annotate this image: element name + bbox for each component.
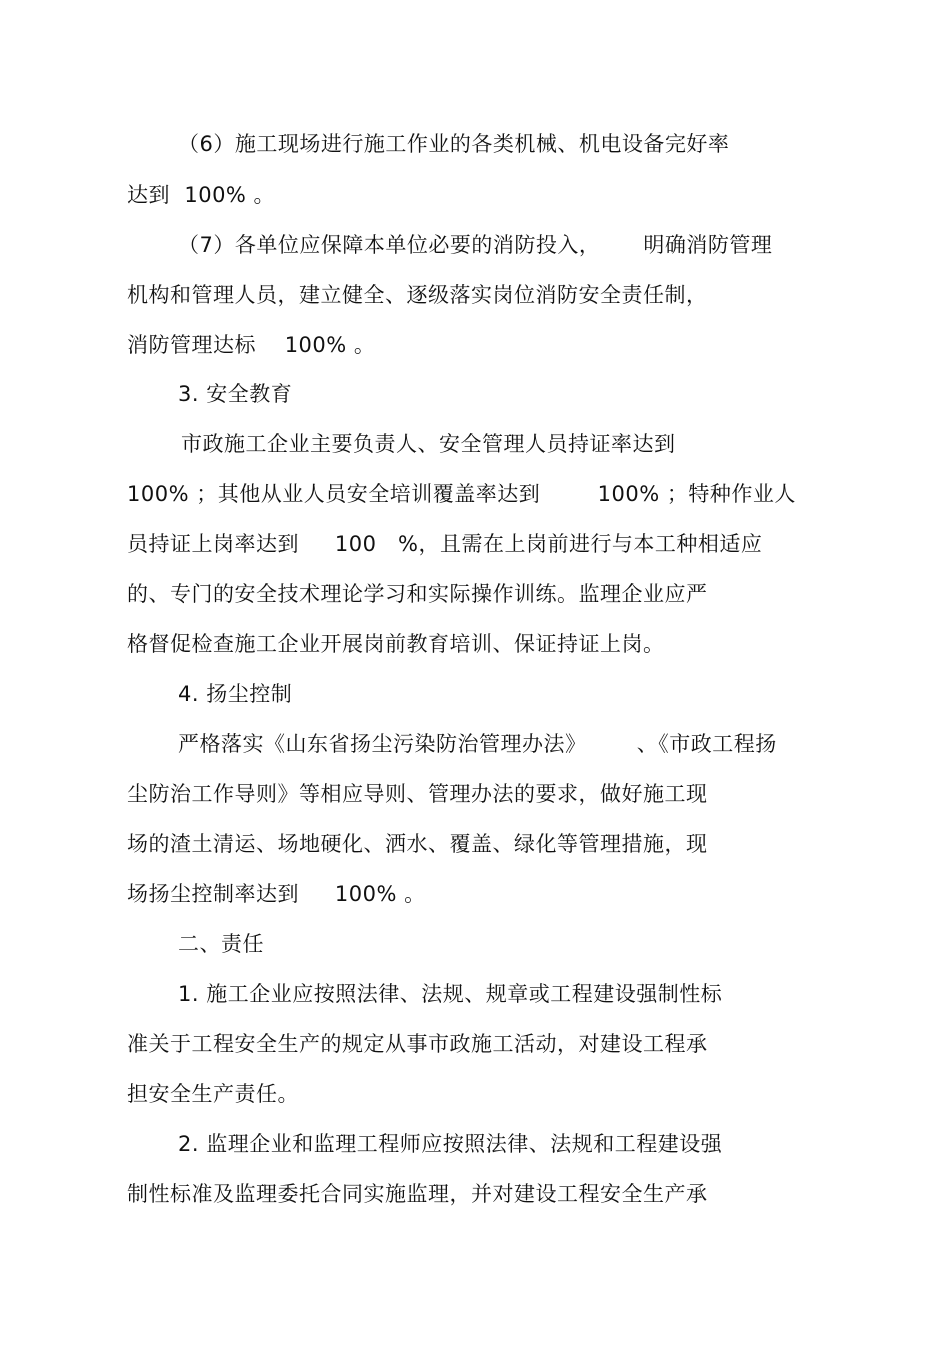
text-line: 格督促检查施工企业开展岗前教育培训、保证持证上岗。 [127,632,665,656]
text-line: 达到 100% 。 [127,183,276,207]
text-line: 场的渣土清运、场地硬化、洒水、覆盖、绿化等管理措施，现 [127,832,708,856]
text-line: 机构和管理人员，建立健全、逐级落实岗位消防安全责任制， [127,283,708,307]
text-line: 市政施工企业主要负责人、安全管理人员持证率达到 [181,432,676,456]
section-heading: 4. 扬尘控制 [178,682,293,706]
text-line: （6）施工现场进行施工作业的各类机械、机电设备完好率 [178,132,730,156]
text-line: 制性标准及监理委托合同实施监理，并对建设工程安全生产承 [127,1182,708,1206]
section-heading: 二、责任 [178,932,264,956]
text-line: 的、专门的安全技术理论学习和实际操作训练。监理企业应严 [127,582,708,606]
text-line: 担安全生产责任。 [127,1082,299,1106]
text-line: 2. 监理企业和监理工程师应按照法律、法规和工程建设强 [178,1132,723,1156]
section-heading: 3. 安全教育 [178,382,293,406]
text-line: 尘防治工作导则》等相应导则、管理办法的要求，做好施工现 [127,782,708,806]
text-line: 准关于工程安全生产的规定从事市政施工活动，对建设工程承 [127,1032,708,1056]
text-line: 员持证上岗率达到 100 %，且需在上岗前进行与本工种相适应 [127,532,763,556]
text-line: 1. 施工企业应按照法律、法规、规章或工程建设强制性标 [178,982,723,1006]
text-line: 严格落实《山东省扬尘污染防治管理办法》 、《市政工程扬 [178,732,777,756]
text-line: 消防管理达标 100% 。 [127,333,376,357]
text-line: （7）各单位应保障本单位必要的消防投入， 明确消防管理 [178,233,773,257]
text-line: 场扬尘控制率达到 100% 。 [127,882,426,906]
text-line: 100% ；其他从业人员安全培训覆盖率达到 100% ；特种作业人 [127,482,796,506]
